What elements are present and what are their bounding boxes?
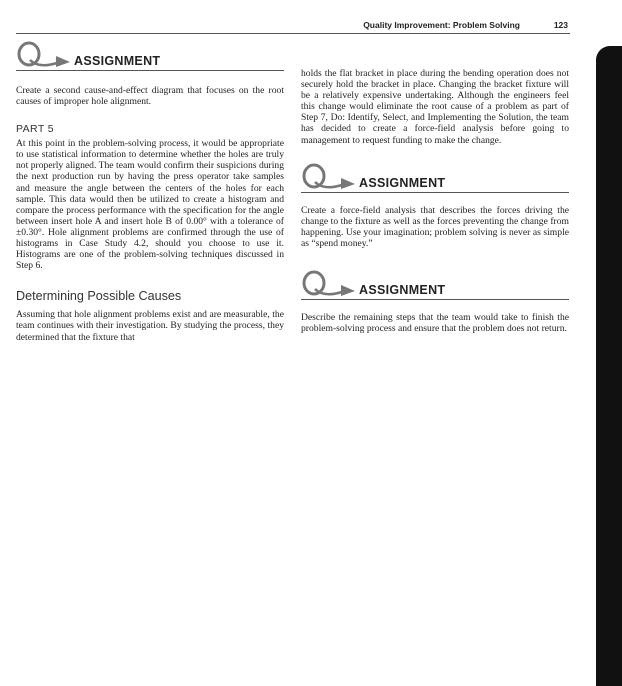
part-paragraph: At this point in the problem-solving process, it would be appropriate to use statistical information to determine whether the holes are truly not properly aligned. The team would confirm their suspicions during the next production run by having the press operator take samples and measure the angle between the centers of the holes for each sample. This data would then be utilized to create a histogram and compare the process performance with the specification for the angle between insert hole A and insert hole B of 0.00° with a tolerance of ±0.30°. Hole alignment problems are confirmed through the use of histograms in Case Study 4.2, should you choose to use it. Histograms are one of the problem-solving techniques discussed in Step 6. [16,138,284,272]
assignment-heading [16,40,284,71]
assignment-text: Create a force-field analysis that describes the forces driving the change to the fixture as well as the forces preventing the change from happening. Use your imagination; problem solving is never as simple as “spend money.” [301,204,569,249]
continued-paragraph: holds the flat bracket in place during the bending operation does not securely hold the bracket in place. Changing the bracket fixture will be a relatively expensive undertaking. Although the engineers feel this change would eliminate the root cause of a problem as part of Step 7, Do: Identify, Select, and Implementing the Solution, the team has decided to create a force-field analysis before going to management to request funding to make the change. [301,68,569,146]
assignment-text: Create a second cause-and-effect diagram that focuses on the root causes of improper hole alignment. [16,85,284,108]
q-arrow-icon [16,40,74,70]
assignment-text: Describe the remaining steps that the team would take to finish the problem-solving process and ensure that the problem does not return. [301,312,569,335]
left-column [16,40,284,343]
running-header [16,20,570,34]
assignment-heading [301,162,569,193]
right-column [301,68,569,334]
q-arrow-icon [301,162,359,192]
assignment-label: ASSIGNMENT [74,54,161,68]
section-paragraph: Assuming that hole alignment problems exist and are measurable, the team continues with their investigation. By studying the process, they determined that the fixture that [16,309,284,343]
q-arrow-icon [301,269,359,299]
assignment-heading [301,269,569,300]
part-label: PART 5 [16,123,55,136]
running-title: Quality Improvement: Problem Solving [363,20,520,30]
assignment-label: ASSIGNMENT [359,175,446,190]
chapter-thumb-tab [596,46,622,686]
section-heading: Determining Possible Causes [16,289,182,304]
assignment-label: ASSIGNMENT [359,283,446,298]
page-number: 123 [553,20,568,30]
